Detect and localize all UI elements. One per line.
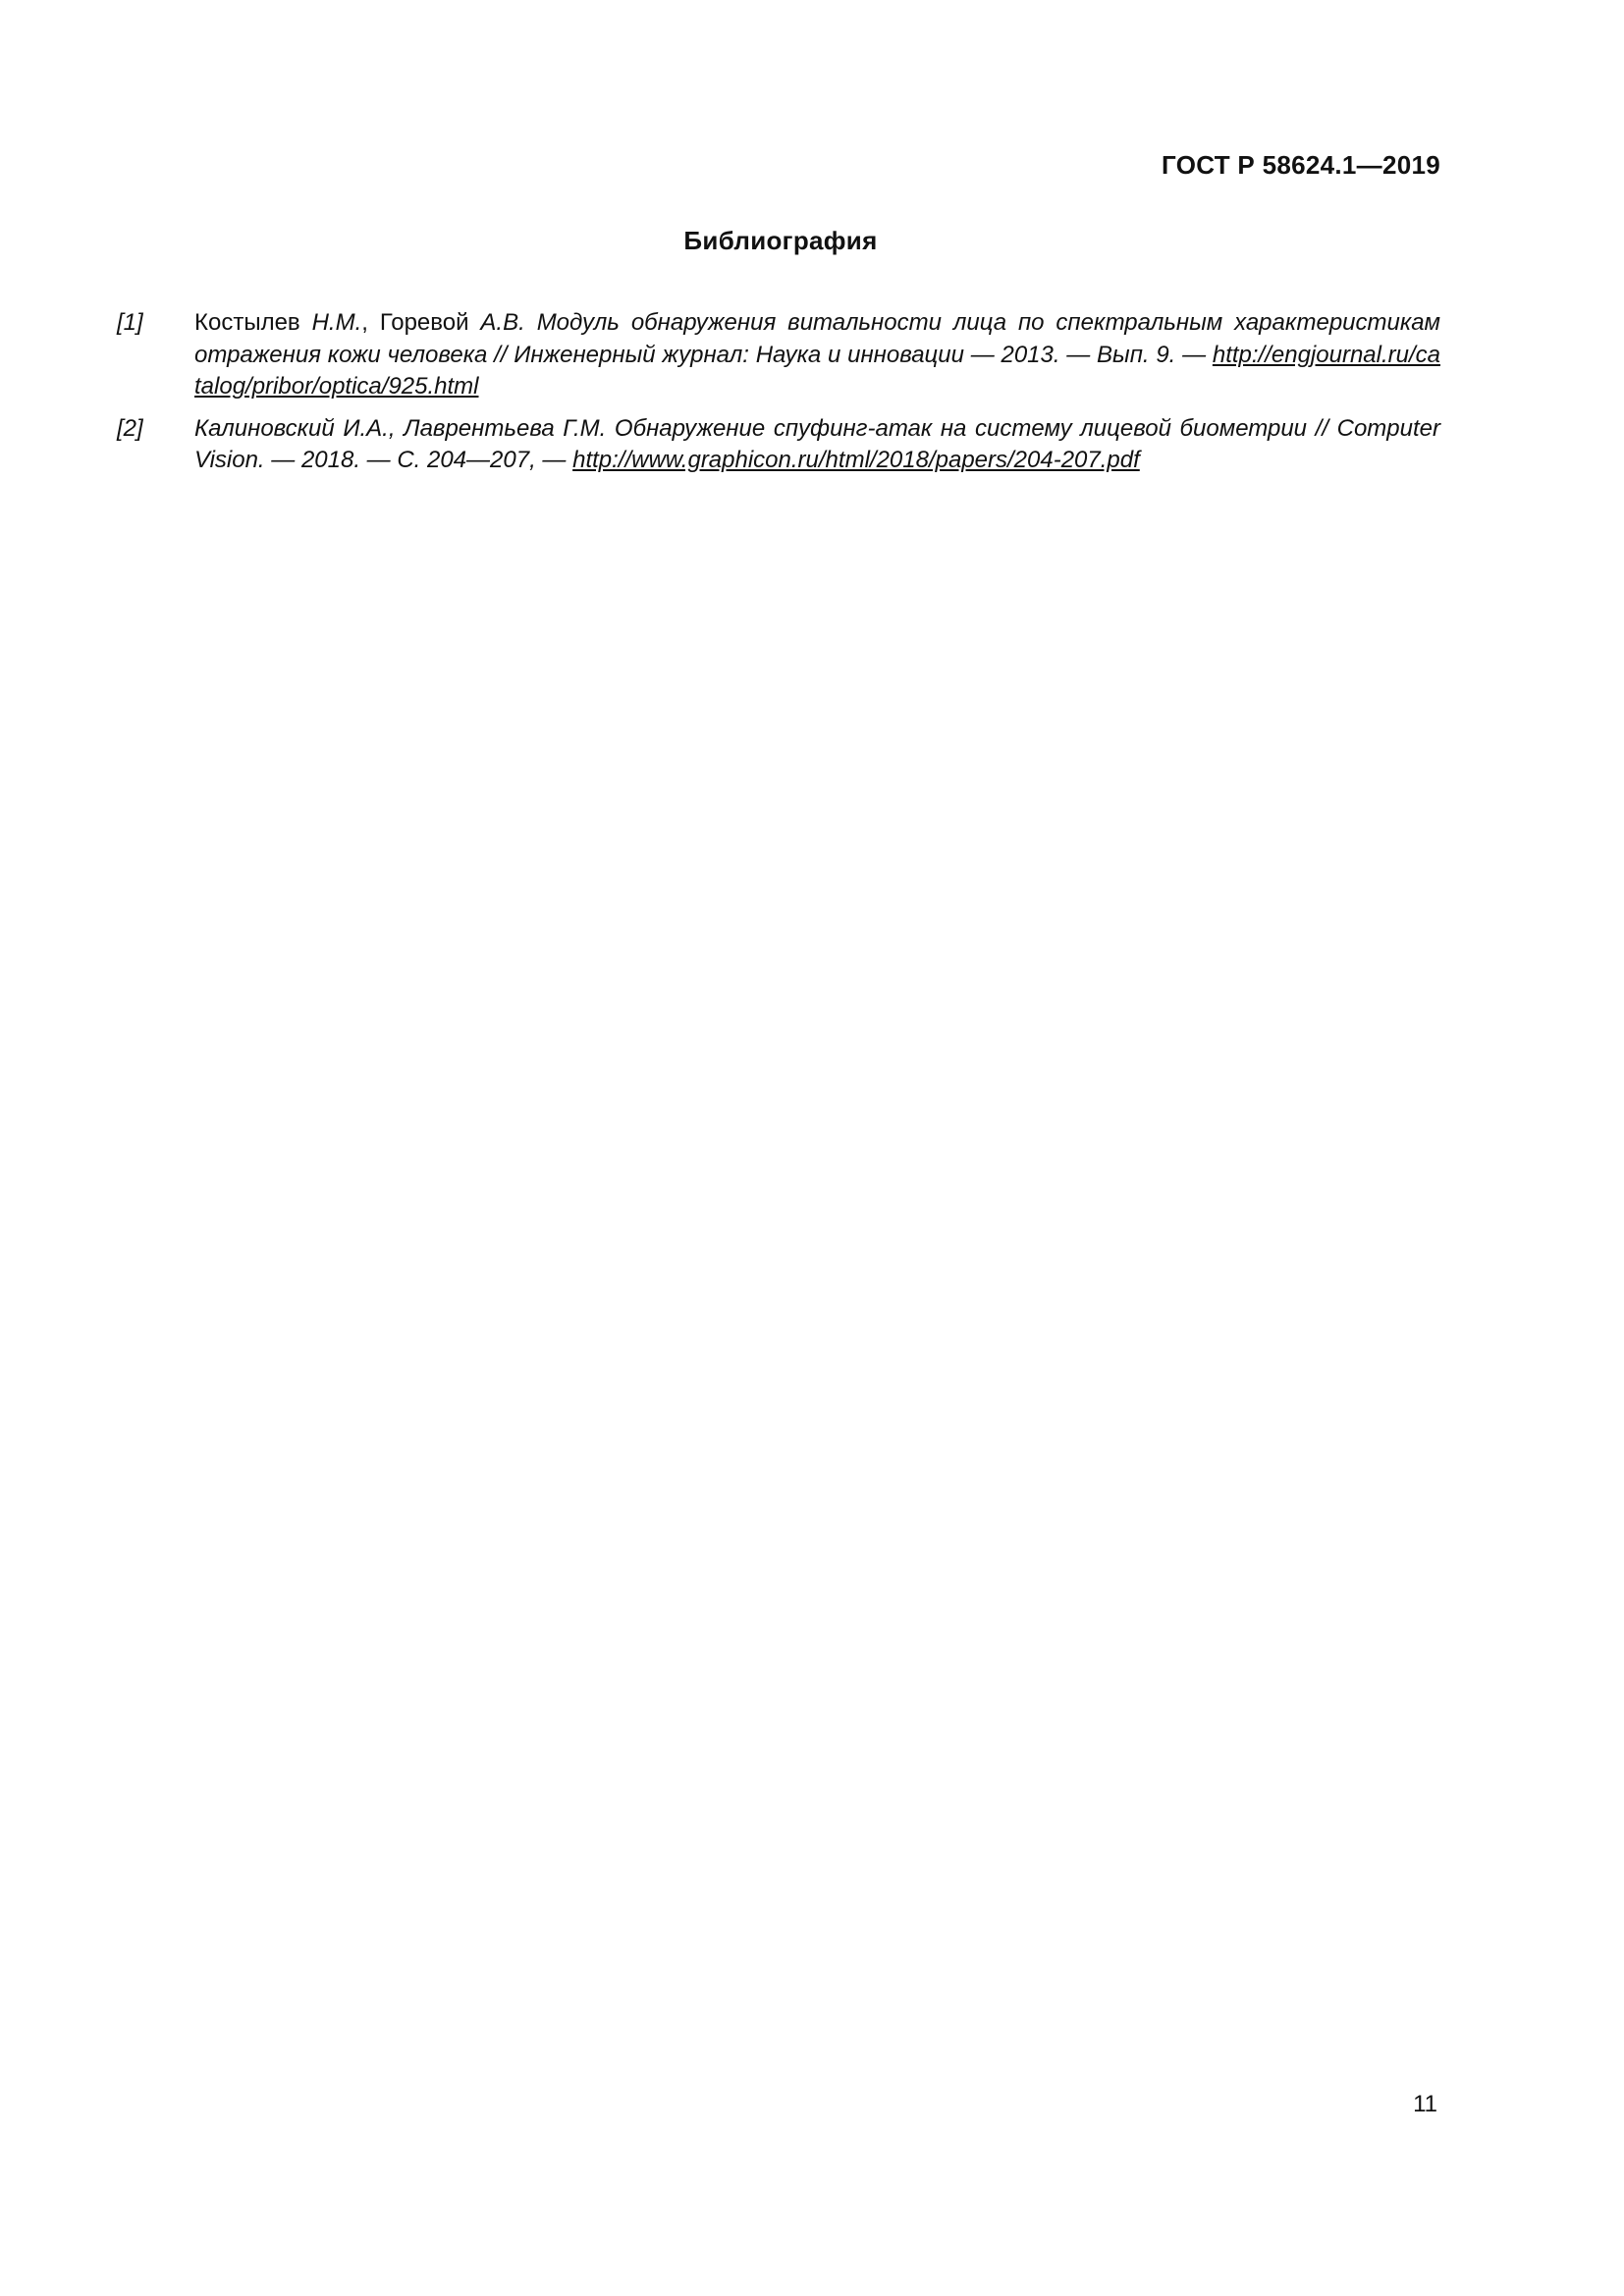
- reference-title: Калиновский И.А., Лаврентьева Г.М. Обнаружение спуфинг-атак на систему лицевой биометрии // Computer Vision. — 2018. — С. 204—207, —: [194, 414, 1440, 473]
- bibliography-text: [194, 307, 1440, 403]
- author-name: Горевой: [379, 309, 481, 336]
- bibliography-list: [117, 307, 1440, 487]
- author-name: Костылев: [194, 309, 312, 336]
- bibliography-item-1: [117, 307, 1440, 403]
- bibliography-item-2: [117, 413, 1440, 477]
- author-initials: Н.М.: [311, 309, 362, 336]
- bibliography-number: [2]: [117, 414, 143, 442]
- reference-link[interactable]: http://www.graphicon.ru/html/2018/papers/204-207.pdf: [572, 447, 1140, 473]
- reference-title: Модуль обнаружения витальности лица по спектральным характеристикам отражения кожи человека // Инженерный журнал: Наука и инновации — 2013. — Вып. 9. —: [194, 309, 1440, 368]
- bibliography-text: [194, 413, 1440, 477]
- page-number: 11: [1413, 2091, 1437, 2117]
- document-code: ГОСТ Р 58624.1—2019: [1162, 150, 1440, 180]
- author-initials: А.В.: [480, 309, 525, 336]
- author-separator: ,: [361, 309, 380, 336]
- reference-link[interactable]: http://engjournal.ru/catalog/pribor/optica/925.html: [194, 341, 1440, 400]
- bibliography-number: [1]: [117, 309, 143, 336]
- section-title: Библиография: [683, 226, 878, 255]
